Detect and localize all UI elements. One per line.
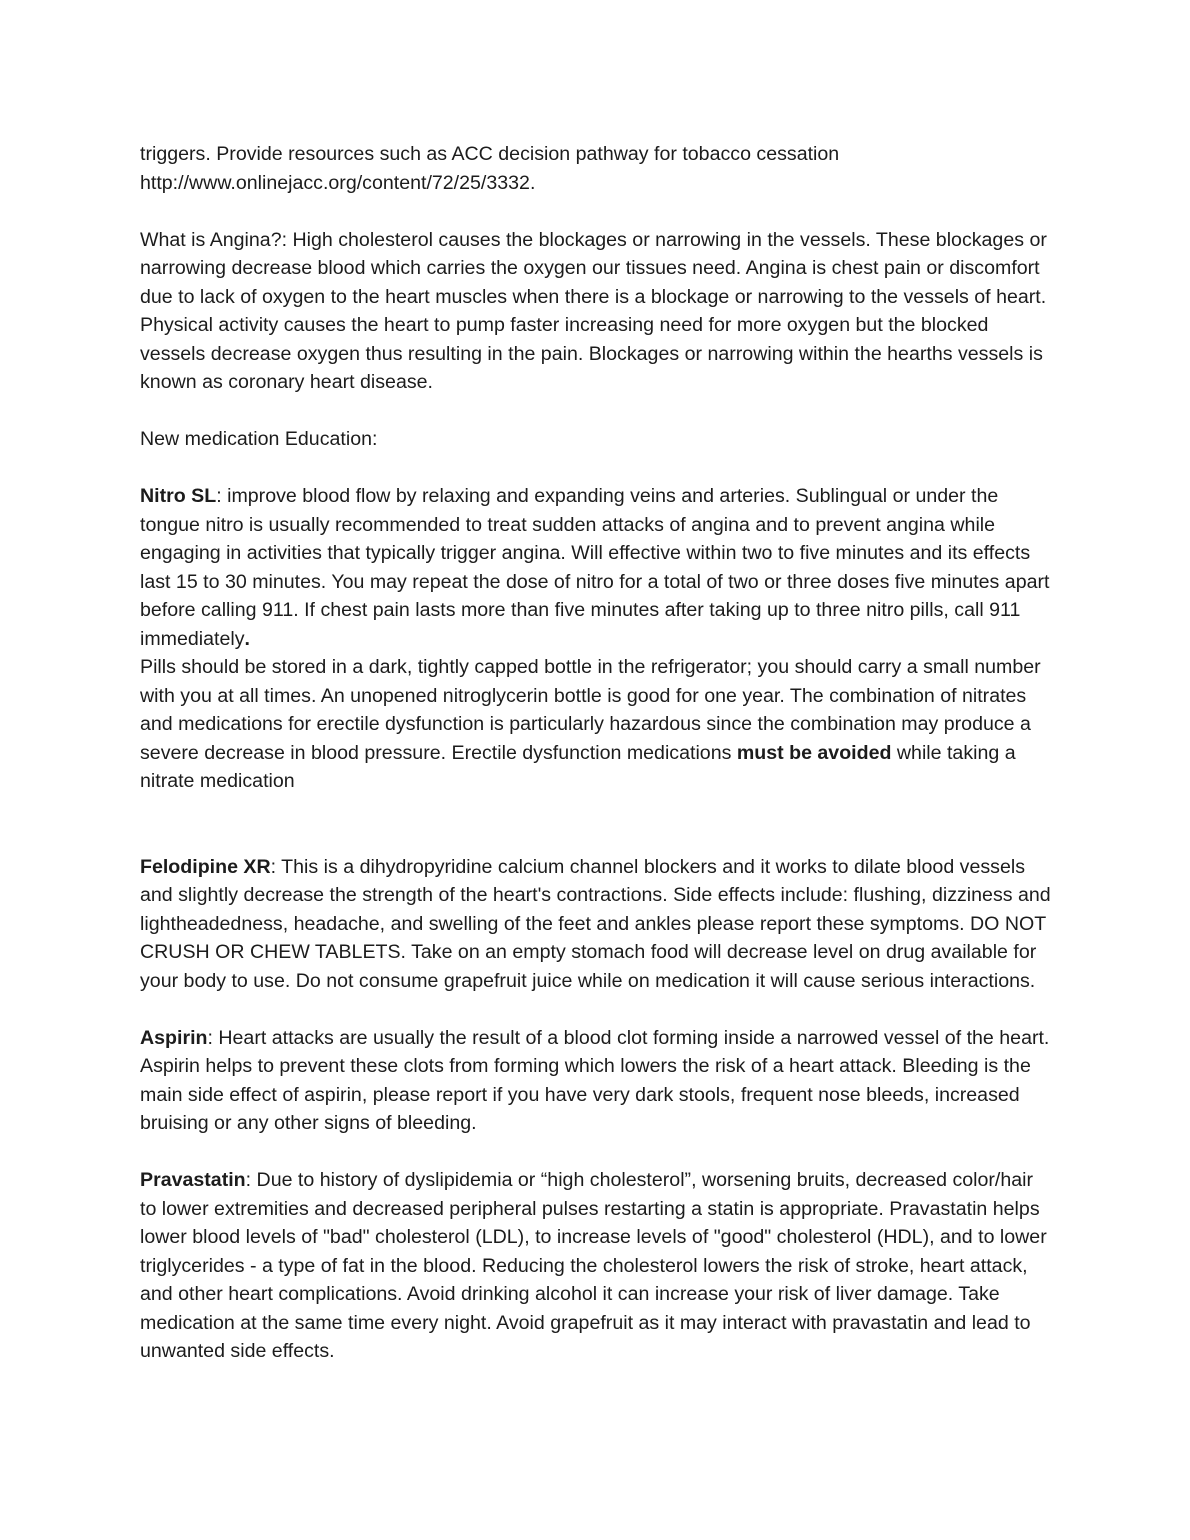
aspirin-text: : Heart attacks are usually the result of a blood clot forming inside a narrowed vessel of the heart. Aspirin helps to prevent these clots from forming which lowers the risk of a heart attack. Bleeding is the main side effect of aspirin, please report if you have very dark stools, frequent nose bleeds, increased bruising or any other signs of bleeding. (140, 1026, 1050, 1134)
felodipine-text: : This is a dihydropyridine calcium channel blockers and it works to dilate blood vessels and slightly decrease the strength of the heart's contractions. Side effects include: flushing, dizziness and lightheadedness, headache, and swelling of the feet and ankles please report these symptoms. DO NOT CRUSH OR CHEW TABLETS. Take on an empty stomach food will decrease level on drug available for your body to use. Do not consume grapefruit juice while on medication it will cause serious interactions. (140, 855, 1051, 992)
nitro-storage-warning: must be avoided (736, 741, 892, 764)
document-page (140, 140, 1052, 1366)
pravastatin-term: Pravastatin (140, 1169, 246, 1191)
intro-link[interactable]: http://www.onlinejacc.org/content/72/25/3332. (140, 171, 536, 194)
new-medication-heading: New medication Education: (140, 428, 378, 450)
felodipine-term: Felodipine XR (140, 855, 271, 878)
nitro-paragraph (140, 482, 1052, 653)
nitro-storage-end: while taking a nitrate medication (140, 741, 1016, 792)
nitro-term: Nitro SL (140, 485, 217, 507)
nitro-text: : improve blood flow by relaxing and expanding veins and arteries. Sublingual or under the tongue nitro is usually recommended to treat sudden attacks of angina and to prevent angina while engaging in activities that typically trigger angina. Will effective within two to five minutes and its effects last 15 to 30 minutes. You may repeat the dose of nitro for a total of two or three doses five minutes apart before calling 911. If chest pain lasts more than five minutes after taking up to three nitro pills, call 911 immediately (140, 485, 1050, 650)
angina-paragraph: What is Angina?: High cholesterol causes the blockages or narrowing in the vessels. These blockages or narrowing decrease blood which carries the oxygen our tissues need. Angina is chest pain or discomfort due to lack of oxygen to the heart muscles when there is a blockage or narrowing to the vessels of heart. Physical activity causes the heart to pump faster increasing need for more oxygen but the blocked vessels decrease oxygen thus resulting in the pain. Blockages or narrowing within the hearths vessels is known as coronary heart disease. (140, 228, 1047, 393)
nitro-storage-text: Pills should be stored in a dark, tightly capped bottle in the refrigerator; you should carry a small number with you at all times. An unopened nitroglycerin bottle is good for one year. The combination of nitrates and medications for erectile dysfunction is particularly hazardous since the combination may produce a severe decrease in blood pressure. Erectile dysfunction medications (140, 656, 1041, 764)
felodipine-paragraph (140, 853, 1052, 996)
pravastatin-paragraph (140, 1166, 1052, 1366)
nitro-period: . (244, 627, 250, 650)
aspirin-term: Aspirin (140, 1026, 208, 1049)
nitro-storage-paragraph (140, 653, 1052, 796)
intro-line-1: triggers. Provide resources such as ACC decision pathway for tobacco cessation (140, 143, 840, 165)
pravastatin-text: : Due to history of dyslipidemia or “high cholesterol”, worsening bruits, decreased color/hair to lower extremities and decreased peripheral pulses restarting a statin is appropriate. Pravastatin helps lower blood levels of "bad" cholesterol (LDL), to increase levels of "good" cholesterol (HDL), and to lower triglycerides - a type of fat in the blood. Reducing the cholesterol lowers the risk of stroke, heart attack, and other heart complications. Avoid drinking alcohol it can increase your risk of liver damage. Take medication at the same time every night. Avoid grapefruit as it may interact with pravastatin and lead to unwanted side effects. (140, 1169, 1047, 1362)
intro-paragraph (140, 140, 1052, 197)
aspirin-paragraph (140, 1024, 1052, 1138)
